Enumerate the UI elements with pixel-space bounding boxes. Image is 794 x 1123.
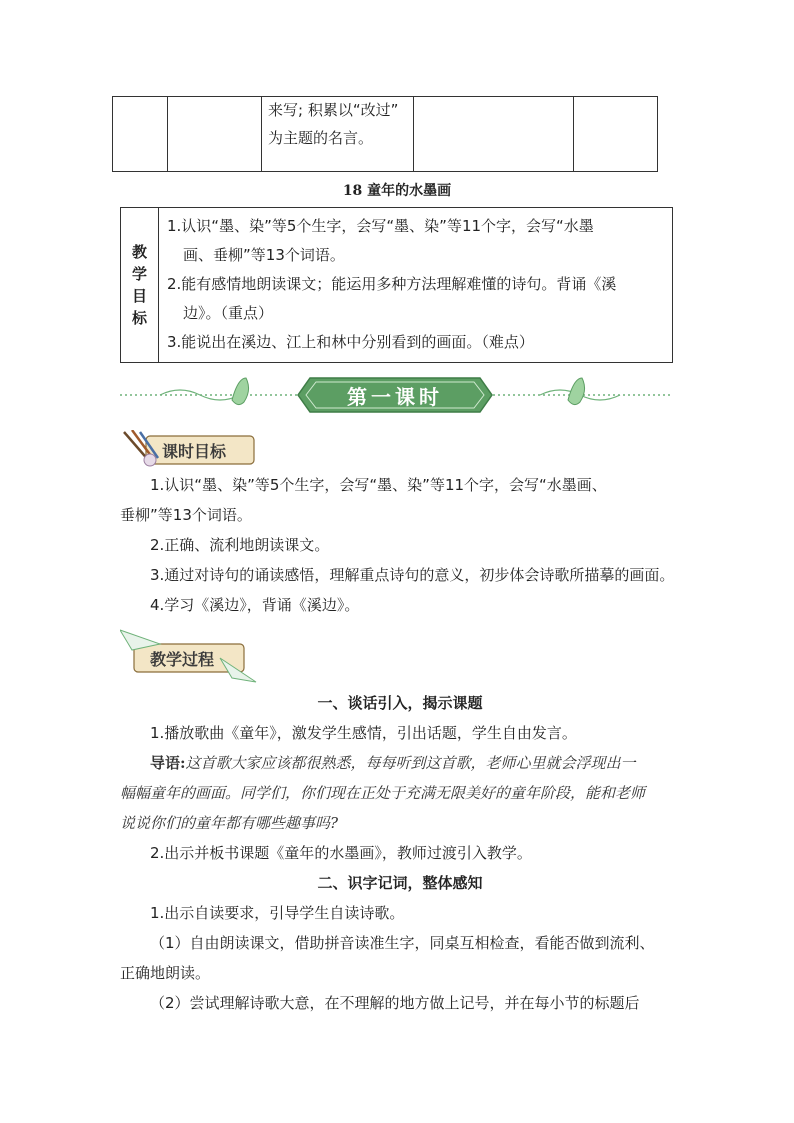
goals-label-char: 教 — [131, 243, 147, 261]
goal-item-cont: 边》。（重点） — [183, 304, 274, 322]
section-banner — [120, 372, 673, 418]
goal-item: 3.能说出在溪边、江上和林中分别看到的画面。（难点） — [167, 333, 534, 351]
guide-text: 说说你们的童年都有哪些趣事吗? — [120, 814, 339, 832]
process-substep: （1）自由朗读课文，借助拼音读准生字，同桌互相检查，看能否做到流利、 — [150, 934, 655, 952]
process-substep-cont: 正确地朗读。 — [120, 964, 211, 982]
table-text-line: 为主题的名言。 — [268, 129, 374, 147]
banner-title: 第一课时 — [347, 385, 443, 409]
guide-text: 幅幅童年的画面。同学们，你们现在正处于充满无限美好的童年阶段，能和老师 — [120, 784, 646, 802]
lesson-goal-item: 3.通过对诗句的诵读感悟，理解重点诗句的意义，初步体会诗歌所描摹的画面。 — [150, 566, 675, 584]
lesson-goal-item: 4.学习《溪边》，背诵《溪边》。 — [150, 596, 360, 614]
process-heading: 一、谈话引入，揭示课题 — [317, 694, 483, 712]
table-cell — [113, 97, 168, 171]
goal-item: 2.能有感情地朗读课文；能运用多种方法理解难懂的诗句。背诵《溪 — [167, 275, 617, 293]
goals-label-char: 学 — [131, 265, 147, 283]
guide-text: 这首歌大家应该都很熟悉，每每听到这首歌，老师心里就会浮现出一 — [185, 754, 636, 772]
table-cell-text — [268, 96, 418, 152]
teaching-goals-table — [120, 207, 673, 363]
leaf-icon — [232, 378, 249, 405]
lesson-goal-item: 1.认识“墨、染”等5个生字，会写“墨、染”等11个字，会写“水墨画、 — [150, 476, 607, 494]
process-substep: （2）尝试理解诗歌大意，在不理解的地方做上记号，并在每小节的标题后 — [150, 994, 640, 1012]
goals-body — [167, 212, 666, 357]
teaching-process — [120, 688, 680, 1018]
teaching-process-tag — [120, 628, 260, 684]
goals-label-char: 目 — [131, 287, 147, 305]
process-step: 1.播放歌曲《童年》，激发学生感情，引出话题，学生自由发言。 — [150, 724, 577, 742]
table-cell — [167, 97, 262, 171]
goals-label-char: 标 — [131, 309, 147, 327]
guide-paragraph — [120, 748, 680, 778]
lesson-goals-tag — [120, 430, 260, 468]
process-step: 2.出示并板书课题《童年的水墨画》，教师过渡引入教学。 — [150, 844, 532, 862]
process-heading: 二、识字记词，整体感知 — [317, 874, 483, 892]
lesson-title: 18 童年的水墨画 — [342, 183, 452, 199]
goal-item: 1.认识“墨、染”等5个生字，会写“墨、染”等11个字，会写“水墨 — [167, 217, 594, 235]
process-step: 1.出示自读要求，引导学生自读诗歌。 — [150, 904, 405, 922]
leaf-icon — [568, 378, 585, 405]
table-cell — [413, 97, 574, 171]
lesson-goal-item-cont: 垂柳”等13个词语。 — [120, 506, 252, 524]
lesson-goals-tag-label: 课时目标 — [162, 442, 227, 461]
lesson-goal-item: 2.正确、流利地朗读课文。 — [150, 536, 330, 554]
table-text-line: 来写; 积累以“改过” — [268, 101, 399, 119]
teaching-process-tag-label: 教学过程 — [150, 650, 215, 669]
lesson-goals-list — [120, 470, 680, 620]
goals-label — [121, 208, 159, 362]
goal-item-cont: 画、垂柳”等13个词语。 — [183, 246, 345, 264]
guide-label: 导语: — [150, 754, 186, 772]
